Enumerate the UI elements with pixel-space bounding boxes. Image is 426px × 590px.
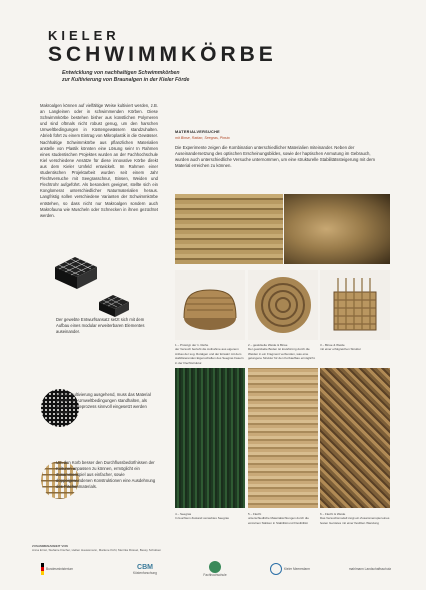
pattern-text-1: Der gewebte Entwurfsansatz setzt sich mit dem Aufbau eines modular erweiterbaren Elementes auseinander. — [56, 317, 145, 334]
basket-2-drawing — [248, 270, 318, 340]
footer-label: ZUSAMMENARBEIT VON — [32, 544, 68, 548]
logo-bundesministerium: Bundesministerium — [32, 558, 82, 580]
subtitle-line2: zur Kultivierung von Braunalgen in der Kieler Förde — [62, 76, 190, 83]
flag-icon — [41, 563, 44, 575]
grid-pattern-1 — [47, 253, 105, 291]
subtitle — [62, 70, 282, 83]
logo-mahlmann: mahlmann Landschaftsschutz — [348, 567, 392, 571]
basket-caption-1: 1 – Prototyp der 1. Reihe der Versuch bezieht die Aufnahme aus eigenem Anbau der sog. Rotalgen und der Einsatz mit dem stabilisierenden Eigenschaften des Seegras Fasern in der Flechtstruktur. — [175, 343, 244, 365]
basket-1-drawing — [175, 270, 245, 340]
title-line1: KIELER — [48, 28, 120, 43]
intro-text: Makroalgen können auf vielfältige Weise kultiviert werden, z.B. an Langleinen oder in schwimmenden Körben. Diese Schwimmkörbe bestehen bisher aus künstlichen Polymeren und sind oftmals nicht robust genug, um den harschen Umweltbedingungen in Küstengewässern standzuhalten. Abrieb führt zu einem Eintrag von Mikroplastik in die Gewässer. Nachhaltige Schwimmkörbe aus pflanzlichen Materialien anstelle von Plastik könnten eine Lösung sein! In Rahmen eines studentischen Projektes wurden an der Fachhochschule Kiel verschiedene Ansätze für diese innovative Körbe direkt aus dem Kieler Umfeld entwickelt. Im Rahmen einer studentischen Projektarbeit wurden seit einem Jahr Flechtversuche mit Seegrasschnur, Binsen, Weiden und Flechtrohr aufgeführt. Als besonders geeignet, stellte sich ein Konglomerat unterschiedlicher Naturmaterialien heraus. Langfristig sollen verschiedene Varianten der Schwimmkörbe entstehen, so dass nicht nur Makroalgen sondern auch Makrofauna wie Muscheln oder Schnecken in ihnen gezüchtet werden. — [40, 103, 158, 218]
basket-3-drawing — [320, 270, 390, 340]
subtitle-line1: Entwicklung von nachhaltigen Schwimmkörben — [62, 70, 180, 76]
bottom-photo-3 — [320, 368, 390, 508]
bottom-photo-2 — [248, 368, 318, 508]
woven-grid-small-drawing — [95, 292, 133, 320]
bottom-photo-1 — [175, 368, 245, 508]
basket-caption-2: 2 – gewickelte Weide & Binse Der gewickelte Boden ist kreisförmig durch die Weiden in ein Fragment verbunden, was eine gelungene Struktur für den Korbaufbau ermöglicht. — [248, 343, 316, 361]
pattern-text-3: Um den Korb besser den Durchflussbedürfnissen der Kulturen anpassen zu können, ermöglicht ein Zusammenspiel aus einfacher, sowie doppelgewundenen Konstruktionen eine Ausdehnung des Flächenmaterials. — [56, 460, 156, 489]
logo-meeresfarm: Kieler Meeresfarm — [260, 558, 320, 580]
basket-caption-3: 3 – Binse & Weide mit einer erfolgreichen Struktur — [320, 343, 362, 352]
bottom-caption-1: 4 – Seegras In feuchtem Zustand verwebtes Seegras — [175, 512, 229, 521]
materials-text: Die Experimente zeigen die Kombination unterschiedlicher Materialien miteinander. Neben der Auseinandersetzung des optischen Erscheinungsbildes, sowie der haptischen Anmutung im Gebrauch, wurden auch unterschiedliche Versuche unternommen, um eine strukturelle Stabilitätssteigerung mit dem Material erreichen zu können. — [175, 145, 375, 169]
meeresfarm-logo-icon — [270, 563, 282, 575]
bottom-caption-3: 6 – Flecht & Weide Das Versuchsmodell zeigt ein Zusammenspiel eines festen Gerüstes mit einer flexiblen Wandung — [320, 512, 390, 525]
basket-photo-1 — [175, 270, 245, 340]
basket-photo-2 — [248, 270, 318, 340]
fh-logo-icon — [209, 561, 221, 573]
materials-heading: MATERIALVERSUCHE — [175, 130, 220, 134]
bottom-caption-2: 5 – Flecht unterschiedliche Materialsichtungen durch die einzelnen Stärken in Stabilität und Flexibilität — [248, 512, 309, 525]
grid-pattern-2 — [95, 292, 133, 320]
cbm-logo-icon: CBM — [137, 563, 153, 571]
materials-subheading: mit Binse, Rattan, Seegras, Pinsto — [175, 135, 230, 140]
material-photo-2 — [284, 194, 390, 264]
pattern-text-2: Vor der Kultivierung ausgehend, muss das Material sowohl den Umweltbedingungen standhalten, als auch im Ernteprozess sinnvoll eingesetzt werden können. — [56, 392, 151, 415]
footer-names: Anna Ernst, Stefanie Fischer, Hellen Haussmann, Marlene Kühl, Merrika Rüssel, Bessy Scholken — [32, 548, 162, 552]
footer-credits — [32, 544, 232, 552]
material-photo-1 — [175, 194, 283, 264]
logo-kuestenforschung: CBM Küstenforschung — [133, 563, 157, 575]
logo-fachhochschule: Fachhochschule — [190, 558, 240, 580]
woven-grid-drawing — [47, 253, 105, 291]
basket-photo-3 — [320, 270, 390, 340]
title-line2: SCHWIMMKÖRBE — [48, 43, 277, 66]
